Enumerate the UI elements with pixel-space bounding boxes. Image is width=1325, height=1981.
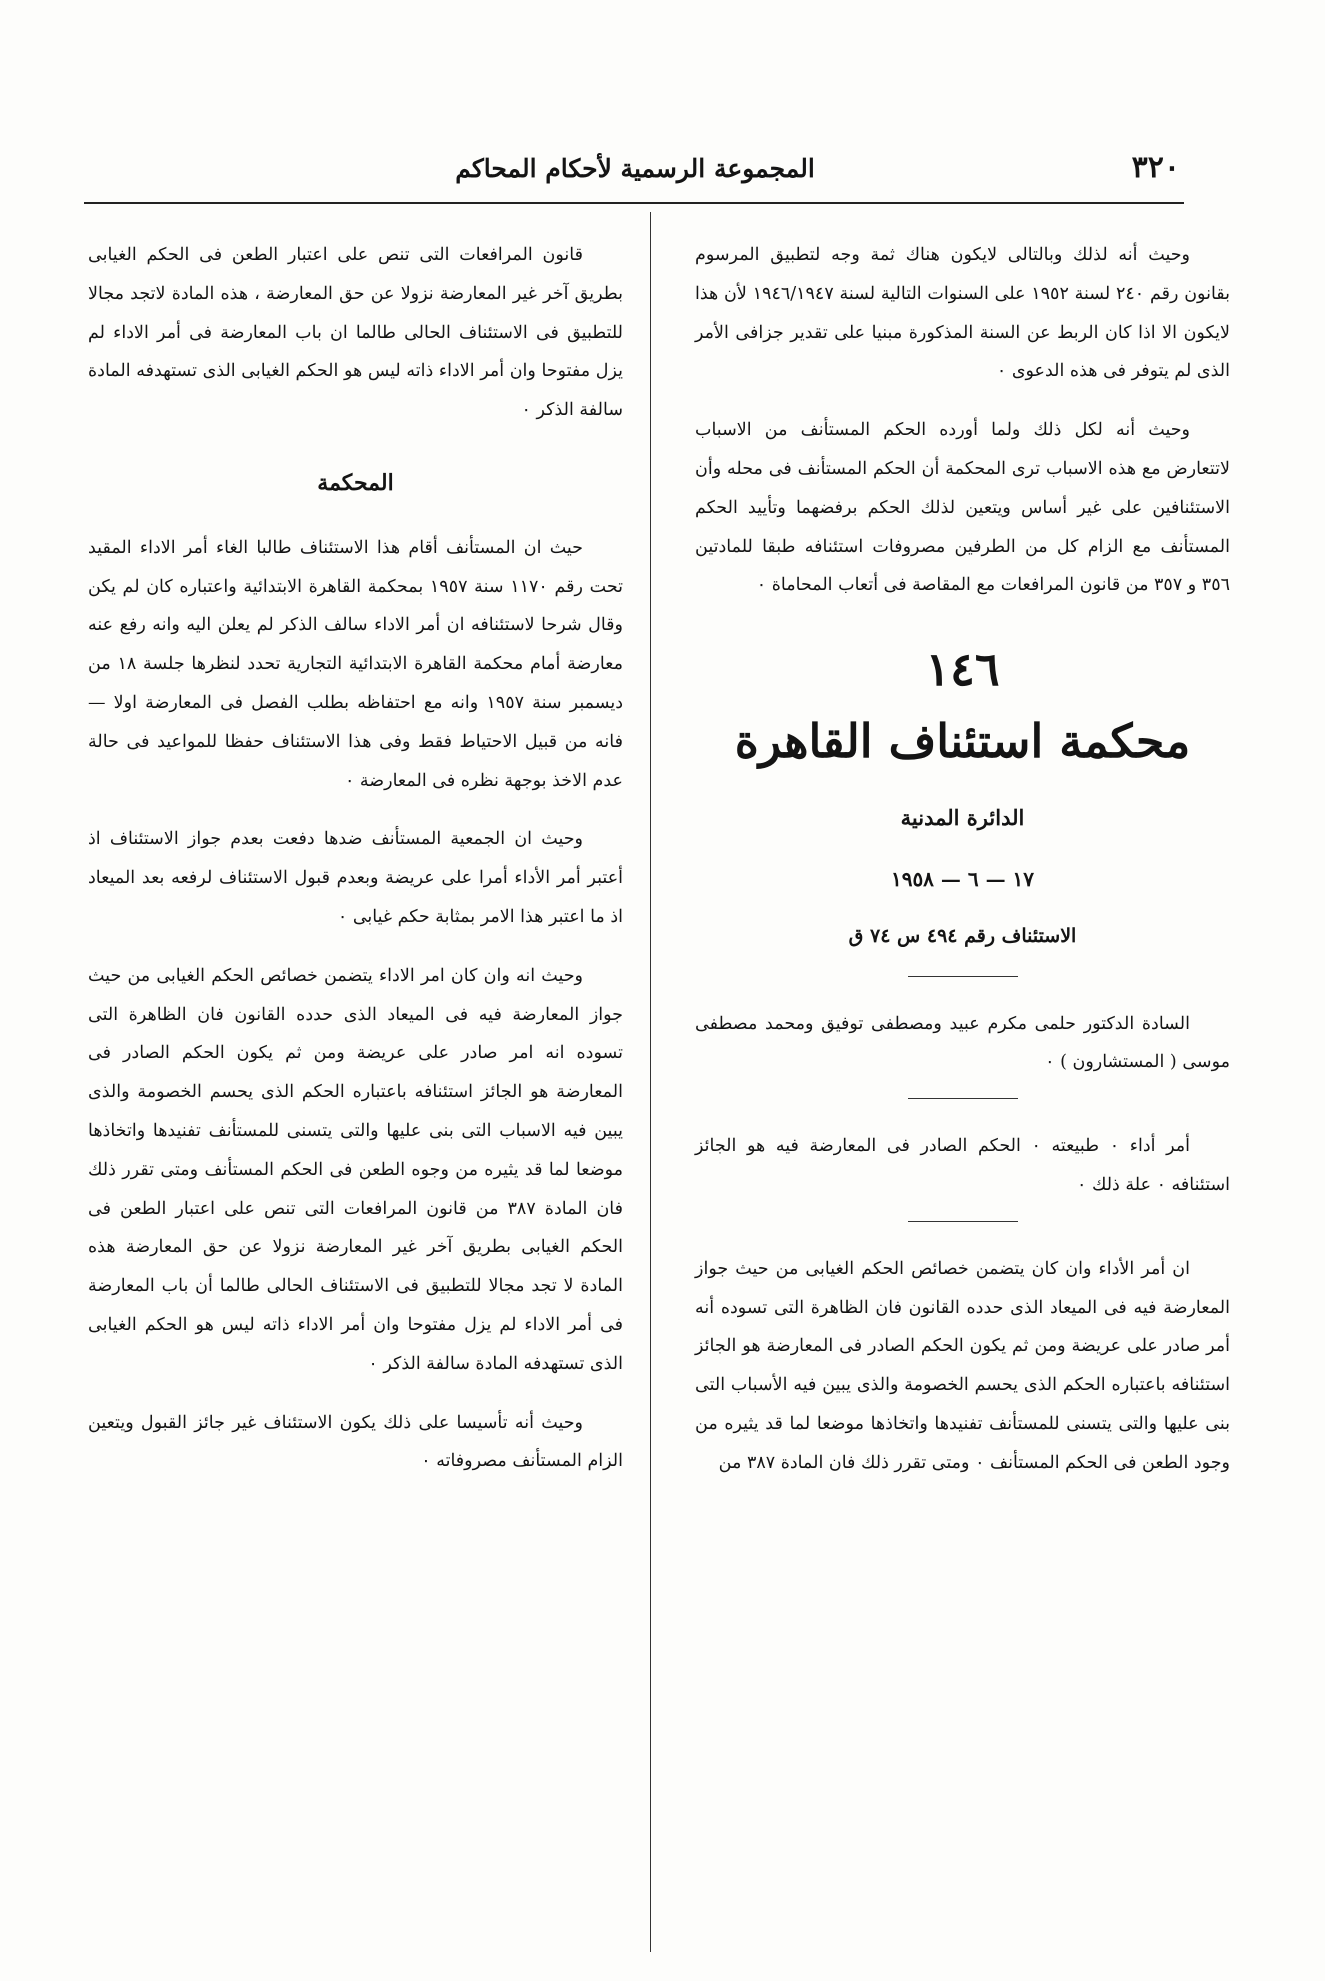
divider <box>908 1098 1018 1099</box>
appeal-number: الاستئناف رقم ٤٩٤ س ٧٤ ق <box>848 924 1077 947</box>
right-column <box>695 236 1230 1503</box>
paragraph: حيث ان المستأنف أقام هذا الاستئناف طالبا الغاء أمر الاداء المقيد تحت رقم ١١٧٠ سنة ١٩٥٧ بمحكمة القاهرة الابتدائية واعتباره كان لم يكن وقال شرحا لاستئنافه ان أمر الاداء سالف الذكر لم يعلن اليه وانه رفع عنه معارضة أمام محكمة القاهرة الابتدائية التجارية تحدد لنظرها جلسة ١٨ من ديسمبر سنة ١٩٥٧ وانه مع احتفاظه بطلب الفصل فى المعارضة اولا — فانه من قبيل الاحتياط فقط وفى هذا الاستئناف حفظا للمواعيد فى حالة عدم الاخذ بوجهة نظره فى المعارضة ٠ <box>88 537 624 791</box>
legal-principle: ان أمر الأداء وان كان يتضمن خصائص الحكم الغيابى من حيث جواز المعارضة فيه فى الميعاد الذى حدده القانون فان الظاهرة التى تسوده أنه أمر صادر على عريضة ومن ثم يكون الحكم الصادر فى المعارضة هو الجائز استئنافه باعتباره الحكم الذى يحسم الخصومة والذى يبين فيه الأسباب التى بنى عليها والتى يتسنى للمستأنف تفنيدها واتخاذها موضعا لما قد يثيره من وجود الطعن فى الحكم المستأنف ٠ ومتى تقرر ذلك فان المادة ٣٨٧ من <box>695 1258 1230 1473</box>
page-header <box>90 150 1180 200</box>
paragraph: وحيث انه وان كان امر الاداء يتضمن خصائص الحكم الغيابى من حيث جواز المعارضة فيه فى الميعاد الذى حدده القانون فان الظاهرة التى تسوده انه امر صادر على عريضة ومن ثم يكون الحكم الصادر فى المعارضة هو الجائز استئنافه باعتباره الحكم الذى يحسم الخصومة والذى يبين فيه الاسباب التى بنى عليها والتى يتسنى للمستأنف تفنيدها واتخاذها موضعا لما قد يثيره من وجوه الطعن فى الحكم المستأنف ومتى تقرر ذلك فان المادة ٣٨٧ من قانون المرافعات التى تنص على اعتبار الطعن فى الحكم الغيابى بطريق آخر غير المعارضة نزولا عن حق المعارضة هذه المادة لا تجد مجالا للتطبيق فى الاستئناف الحالى طالما أن باب المعارضة فى أمر الاداء لم يزل مفتوحا وان أمر الاداء ذاته ليس هو الحكم الغيابى الذى تستهدفه المادة سالفة الذكر ٠ <box>88 965 623 1374</box>
court-name: محكمة استئناف القاهرة <box>734 714 1191 769</box>
left-column <box>88 236 623 1501</box>
header-divider <box>84 202 1184 204</box>
running-title: المجموعة الرسمية لأحكام المحاكم <box>455 154 815 183</box>
divider <box>908 976 1018 977</box>
paragraph: وحيث ان الجمعية المستأنف ضدها دفعت بعدم جواز الاستئناف اذ أعتبر أمر الأداء أمرا على عريضة وبعدم قبول الاستئناف لرفعه بعد الميعاد اذ ما اعتبر هذا الامر بمثابة حكم غيابى ٠ <box>88 829 623 927</box>
judges-block <box>695 1005 1230 1083</box>
paragraph: وحيث أنه لكل ذلك ولما أورده الحكم المستأنف من الاسباب لاتتعارض مع هذه الاسباب ترى المحكمة أن الحكم المستأنف فى محله وأن الاستئنافين على غير أساس ويتعين لذلك الحكم برفضهما وتأييد الحكم المستأنف مع الزام كل من الطرفين مصروفات استئنافه طبقا للمادتين ٣٥٦ و ٣٥٧ من قانون المرافعات مع المقاصة فى أتعاب المحاماة ٠ <box>695 420 1230 596</box>
paragraph: وحيث أنه لذلك وبالتالى لايكون هناك ثمة وجه لتطبيق المرسوم بقانون رقم ٢٤٠ لسنة ١٩٥٢ على السنوات التالية لسنة ١٩٤٦/١٩٤٧ لأن هذا لايكون الا اذا كان الربط عن السنة المذكورة مبنيا على تقدير جزافى الأمر الذى لم يتوفر فى هذه الدعوى ٠ <box>695 245 1231 382</box>
case-number: ١٤٦ <box>925 642 1000 697</box>
divider <box>908 1221 1018 1222</box>
paragraph: قانون المرافعات التى تنص على اعتبار الطعن فى الحكم الغيابى بطريق آخر غير المعارضة نزولا عن حق المعارضة ، هذه المادة لاتجد مجالا للتطبيق فى الاستئناف الحالى طالما ان باب المعارضة فى أمر الاداء لم يزل مفتوحا وان أمر الاداء ذاته ليس هو الحكم الغيابى الذى تستهدفه المادة سالفة الذكر ٠ <box>88 245 623 421</box>
section-heading: المحكمة <box>317 469 394 496</box>
circuit-name: الدائرة المدنية <box>900 805 1025 831</box>
paragraph: وحيث أنه تأسيسا على ذلك يكون الاستئناف غير جائز القبول ويتعين الزام المستأنف مصروفاته ٠ <box>88 1412 623 1472</box>
summary-block <box>695 1127 1230 1205</box>
summary-text: أمر أداء ٠ طبيعته ٠ الحكم الصادر فى المعارضة فيه هو الجائز استئنافه ٠ علة ذلك ٠ <box>695 1136 1230 1195</box>
judges-text: السادة الدكتور حلمى مكرم عبيد ومصطفى توفيق ومحمد مصطفى موسى ( المستشارون ) ٠ <box>695 1013 1230 1073</box>
column-divider <box>650 212 651 1952</box>
page-number: ٣٢٠ <box>1131 150 1180 185</box>
decision-date: ١٧ — ٦ — ١٩٥٨ <box>890 866 1035 891</box>
